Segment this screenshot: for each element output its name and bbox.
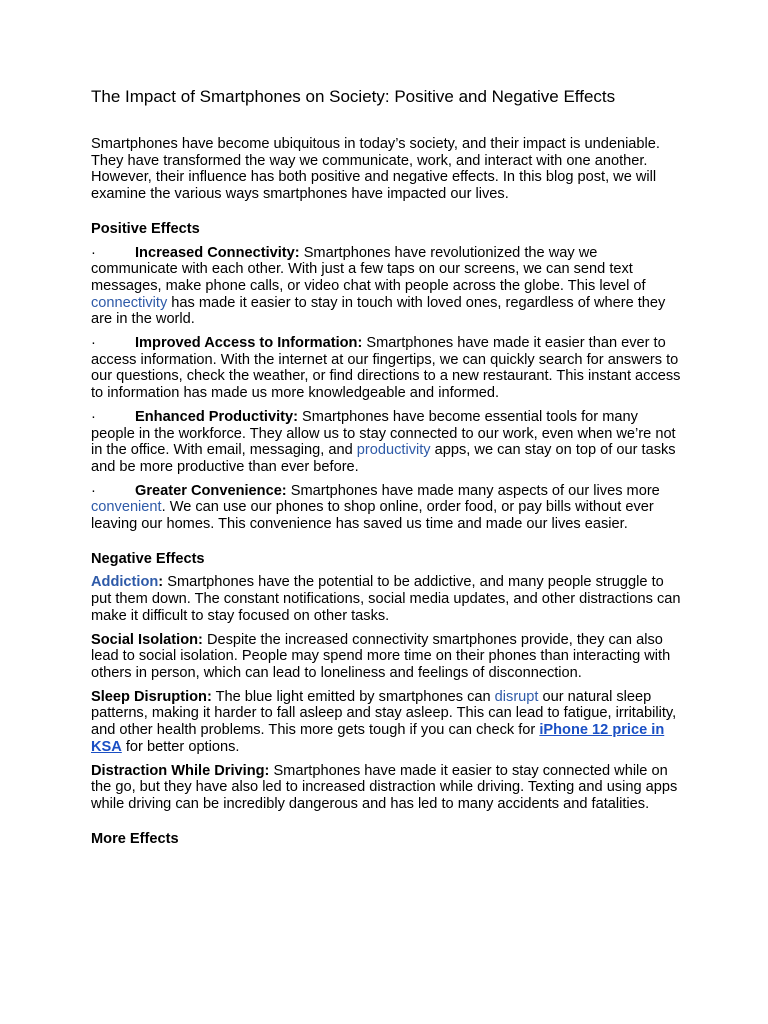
item-text: Smartphones have made many aspects of our lives more [286,482,660,499]
positive-item-information [91,335,681,402]
item-label: Increased Connectivity: [135,244,300,261]
item-text: . We can use our phones to shop online, order food, or pay bills without ever leaving our homes. This convenience has saved us time and made our lives easier. [91,499,654,533]
bullet-icon: · [91,482,96,499]
item-text: Despite the increased connectivity smartphones provide, they can also lead to social isolation. People may spend more time on their phones than interacting with others in person, which can lead to loneliness and feelings of disconnection. [91,631,671,681]
negative-item-addiction [91,574,681,624]
item-label: Social Isolation: [91,631,203,648]
page-title: The Impact of Smartphones on Society: Positive and Negative Effects [91,87,616,106]
positive-effects-heading: Positive Effects [91,220,200,237]
positive-item-convenience [91,483,681,533]
negative-item-sleep-disruption [91,689,681,756]
item-label: Sleep Disruption: [91,688,212,705]
item-label-colon: : [158,574,164,591]
more-effects-heading: More Effects [91,830,179,847]
negative-item-social-isolation [91,632,681,682]
item-text: Smartphones have become essential tools for many people in the workforce. They allow us to stay connected to our work, even when we’re not in the office. With email, messaging, and [91,408,676,459]
item-text: apps, we can stay on top of our tasks and be more productive than ever before. [91,442,676,475]
bullet-icon: · [91,408,96,425]
connectivity-link[interactable]: connectivity [91,294,168,311]
bullet-icon: · [91,335,96,352]
item-text: has made it easier to stay in touch with loved ones, regardless of where they are in the world. [91,294,666,328]
iphone-price-link[interactable]: iPhone 12 price in KSA [91,722,665,755]
addiction-link[interactable]: Addiction [91,574,159,591]
convenient-link[interactable]: convenient [91,499,162,516]
disrupt-link[interactable]: disrupt [494,688,539,705]
item-label: Distraction While Driving: [91,762,270,779]
item-text: for better options. [121,738,240,755]
item-label: Enhanced Productivity: [135,408,298,425]
item-text: our natural sleep patterns, making it harder to fall asleep and stay asleep. This can lead to fatigue, irritability, and other health problems. This more gets tough if you can check for [91,688,677,739]
item-label: Greater Convenience: [135,482,287,499]
intro-paragraph: Smartphones have become ubiquitous in today’s society, and their impact is undeniable. They have transformed the way we communicate, work, and interact with one another. However, their influence has both positive and negative effects. In this blog post, we will examine the various ways smartphones have impacted our lives. [91,136,660,203]
item-label: Improved Access to Information: [135,335,363,352]
bullet-icon: · [91,244,96,261]
item-text: The blue light emitted by smartphones can [211,688,495,705]
item-text: Smartphones have made it easier to stay connected while on the go, but they have also led to increased distraction while driving. Texting and using apps while driving can be incredibly dangerous and has led to many accidents and fatalities. [91,762,678,812]
item-text: Smartphones have the potential to be addictive, and many people struggle to put them down. The constant notifications, social media updates, and other distractions can make it difficult to stay focused on other tasks. [91,574,681,624]
productivity-link[interactable]: productivity [356,442,431,459]
item-text: Smartphones have revolutionized the way we communicate with each other. With just a few taps on our screens, we can send text messages, make phone calls, or video chat with people across the globe. This level of [91,244,646,294]
negative-effects-heading: Negative Effects [91,550,205,567]
positive-item-connectivity [91,245,681,329]
negative-item-distraction-driving [91,763,681,813]
positive-item-productivity [91,409,681,476]
item-text: Smartphones have made it easier than ever to access information. With the internet at our fingertips, we can quickly search for answers to our questions, check the weather, or find directions to a new restaurant. This instant access to information has made us more knowledgeable and informed. [91,335,681,402]
document-page [91,86,681,847]
